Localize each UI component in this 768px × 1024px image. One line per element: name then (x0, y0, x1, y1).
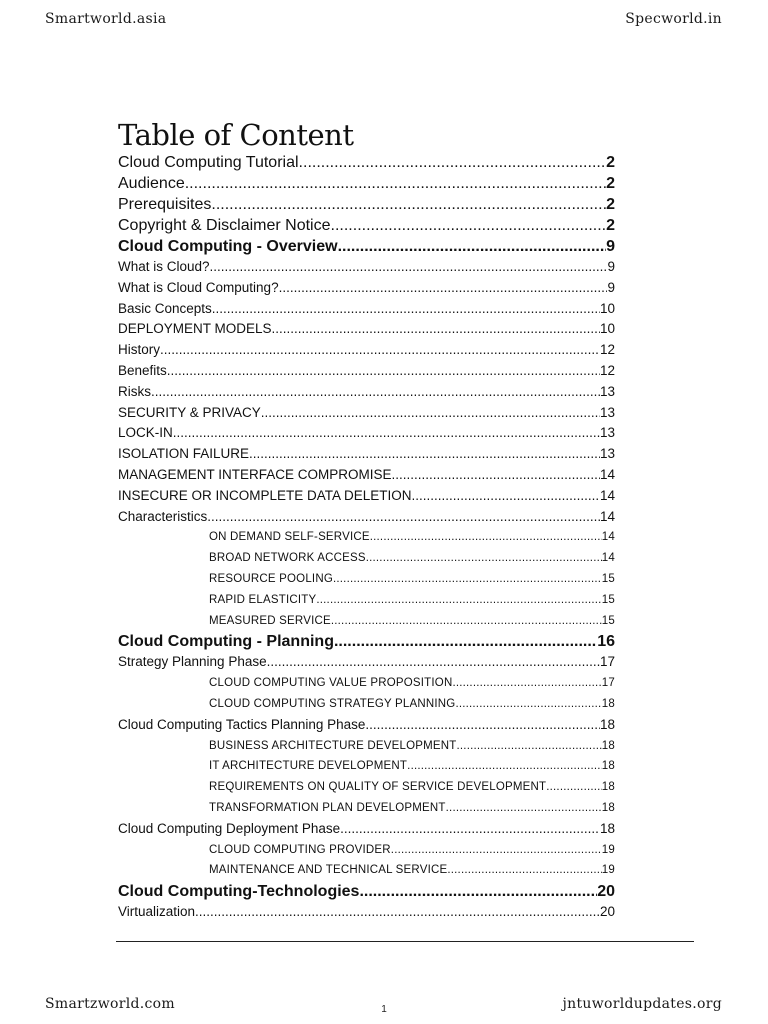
toc-entry-label: Risks (118, 383, 151, 399)
toc-entry-leader (212, 299, 600, 320)
toc-entry-label: CLOUD COMPUTING VALUE PROPOSITION (209, 677, 453, 690)
toc-entry-leader (370, 527, 602, 548)
toc-entry-label: RESOURCE POOLING (209, 572, 333, 585)
toc-list (118, 152, 615, 923)
toc-entry-page: 14 (601, 531, 615, 544)
toc-entry-page: 9 (607, 279, 615, 295)
toc-entry-leader (185, 173, 606, 194)
toc-entry-page: 15 (601, 572, 615, 585)
toc-entry[interactable] (118, 756, 615, 777)
toc-entry-page: 14 (599, 487, 615, 503)
toc-entry-label: Audience (118, 175, 185, 192)
toc-entry-page: 20 (599, 904, 615, 920)
toc-entry[interactable] (118, 860, 615, 881)
toc-entry-label: DEPLOYMENT MODELS (118, 321, 272, 337)
toc-entry-page: 9 (606, 238, 615, 255)
toc-entry-leader (160, 340, 600, 361)
toc-entry-page: 18 (601, 781, 615, 794)
toc-entry-label: Benefits (118, 362, 167, 378)
toc-entry[interactable] (118, 819, 615, 840)
toc-entry-leader (207, 507, 600, 528)
toc-entry[interactable] (118, 299, 615, 320)
toc-entry-leader (299, 152, 607, 173)
toc-entry[interactable] (118, 152, 615, 173)
toc-entry-label: MEASURED SERVICE (209, 614, 331, 627)
toc-entry-leader (279, 278, 608, 299)
toc-entry[interactable] (118, 486, 615, 507)
toc-entry-page: 18 (601, 760, 615, 773)
toc-entry-page: 18 (601, 697, 615, 710)
toc-entry-label: SECURITY & PRIVACY (118, 404, 261, 420)
toc-entry-leader (366, 548, 602, 569)
toc-entry-leader (452, 673, 601, 694)
header-right-text: Specworld.in (625, 11, 722, 27)
toc-entry-label: Cloud Computing - Planning (118, 633, 334, 651)
toc-entry-leader (392, 465, 600, 486)
toc-entry-label: Virtualization (118, 904, 196, 920)
toc-entry-label: ON DEMAND SELF-SERVICE (209, 531, 370, 544)
toc-entry[interactable] (118, 173, 615, 194)
toc-entry-leader (340, 819, 600, 840)
toc-entry-label: Cloud Computing-Technologies (118, 883, 360, 901)
toc-entry-page: 12 (599, 342, 615, 358)
toc-entry-leader (195, 902, 600, 923)
toc-entry-leader (167, 361, 600, 382)
toc-entry-page: 13 (599, 425, 615, 441)
toc-entry[interactable] (118, 361, 615, 382)
toc-entry-page: 17 (599, 654, 615, 670)
bottom-rule (116, 941, 694, 942)
toc-entry-label: What is Cloud? (118, 259, 210, 274)
toc-entry-label: Cloud Computing Tactics Planning Phase (118, 716, 366, 732)
toc-entry[interactable] (118, 444, 615, 465)
toc-entry-leader (338, 236, 607, 257)
toc-entry-label: Basic Concepts (118, 300, 212, 316)
toc-entry-page: 14 (601, 552, 615, 565)
toc-entry-leader (261, 403, 600, 424)
toc-entry-page: 14 (599, 466, 615, 482)
toc-entry[interactable] (118, 340, 615, 361)
toc-entry-label: BUSINESS ARCHITECTURE DEVELOPMENT (209, 739, 457, 752)
toc-entry-label: ISOLATION FAILURE (118, 446, 250, 462)
toc-entry-page: 2 (606, 154, 615, 171)
toc-entry-page: 13 (599, 383, 615, 399)
toc-entry-label: Prerequisites (118, 196, 212, 213)
toc-entry-page: 2 (606, 217, 615, 234)
toc-entry-leader (249, 444, 600, 465)
toc-entry[interactable] (118, 694, 615, 715)
toc-entry-label: What is Cloud Computing? (118, 279, 279, 295)
toc-entry-label: BROAD NETWORK ACCESS (209, 552, 366, 565)
toc-entry-page: 2 (606, 196, 615, 213)
toc-entry-page: 18 (599, 820, 615, 836)
toc-entry-page: 10 (599, 321, 615, 337)
toc-entry-label: Characteristics (118, 508, 208, 524)
toc-entry-leader (359, 881, 597, 902)
toc-entry[interactable] (118, 236, 615, 257)
toc-entry-page: 19 (601, 864, 615, 877)
toc-entry-leader (457, 736, 602, 757)
toc-entry-page: 17 (601, 677, 615, 690)
toc-entry[interactable] (118, 631, 615, 652)
toc-entry-page: 15 (601, 593, 615, 606)
toc-entry-leader (407, 756, 602, 777)
toc-entry-page: 12 (599, 362, 615, 378)
page-number: 1 (381, 1004, 387, 1015)
toc-entry-leader (546, 777, 602, 798)
toc-entry[interactable] (118, 278, 615, 299)
toc-entry-page: 19 (601, 843, 615, 856)
toc-entry-page: 18 (599, 716, 615, 732)
toc-entry-page: 2 (606, 175, 615, 192)
toc-entry-page: 18 (601, 801, 615, 814)
toc-entry-page: 15 (601, 614, 615, 627)
toc-entry-label: REQUIREMENTS ON QUALITY OF SERVICE DEVELOPMENT (209, 781, 547, 794)
toc-entry-page: 10 (599, 300, 615, 316)
toc-entry-leader (331, 215, 607, 236)
toc-entry-label: IT ARCHITECTURE DEVELOPMENT (209, 760, 408, 773)
toc-entry-leader (455, 694, 601, 715)
toc-entry[interactable] (118, 840, 615, 861)
toc-entry-leader (334, 631, 597, 652)
toc-entry[interactable] (118, 902, 615, 923)
toc-entry[interactable] (118, 423, 615, 444)
toc-entry-leader (210, 257, 608, 278)
toc-entry[interactable] (118, 590, 615, 611)
toc-entry-leader (267, 652, 600, 673)
toc-entry-label: RAPID ELASTICITY (209, 593, 317, 606)
toc-entry-leader (331, 611, 602, 632)
toc-entry-label: TRANSFORMATION PLAN DEVELOPMENT (209, 801, 446, 814)
toc-entry[interactable] (118, 403, 615, 424)
toc-entry-leader (316, 590, 601, 611)
header-left-text: Smartworld.asia (45, 11, 167, 27)
toc-entry-leader (412, 486, 600, 507)
toc-entry-page: 18 (601, 739, 615, 752)
toc-entry-label: INSECURE OR INCOMPLETE DATA DELETION (118, 487, 412, 503)
toc-entry-label: Cloud Computing Tutorial (118, 154, 299, 171)
toc-entry[interactable] (118, 319, 615, 340)
toc-entry[interactable] (118, 257, 615, 278)
toc-entry-page: 14 (599, 508, 615, 524)
toc-entry[interactable] (118, 611, 615, 632)
toc-entry-page: 16 (597, 633, 615, 651)
toc-entry-label: MAINTENANCE AND TECHNICAL SERVICE (209, 864, 448, 877)
toc-entry-label: Copyright & Disclaimer Notice (118, 217, 331, 234)
toc-entry[interactable] (118, 527, 615, 548)
toc-entry-leader (447, 860, 601, 881)
toc-entry-page: 13 (599, 446, 615, 462)
toc-entry[interactable] (118, 715, 615, 736)
toc-entry[interactable] (118, 215, 615, 236)
toc-title: Table of Content (118, 118, 354, 152)
toc-entry[interactable] (118, 673, 615, 694)
toc-entry-leader (365, 715, 600, 736)
toc-entry[interactable] (118, 736, 615, 757)
toc-entry[interactable] (118, 194, 615, 215)
footer-right-text: jntuworldupdates.org (562, 996, 722, 1012)
toc-entry-label: Cloud Computing Deployment Phase (118, 820, 341, 836)
toc-entry-label: History (118, 342, 161, 358)
toc-entry-label: LOCK-IN (118, 425, 173, 441)
toc-entry-leader (173, 423, 600, 444)
toc-entry[interactable] (118, 548, 615, 569)
toc-entry-leader (151, 382, 600, 403)
toc-entry-page: 9 (607, 259, 615, 274)
footer-left-text: Smartzworld.com (45, 996, 175, 1012)
toc-entry-label: Cloud Computing - Overview (118, 238, 338, 255)
toc-entry[interactable] (118, 777, 615, 798)
toc-entry[interactable] (118, 798, 615, 819)
toc-entry-label: MANAGEMENT INTERFACE COMPROMISE (118, 466, 392, 482)
toc-entry-label: CLOUD COMPUTING STRATEGY PLANNING (209, 697, 456, 710)
toc-entry[interactable] (118, 652, 615, 673)
toc-entry-leader (333, 569, 602, 590)
toc-entry-label: CLOUD COMPUTING PROVIDER (209, 843, 391, 856)
toc-entry-label: Strategy Planning Phase (118, 654, 267, 670)
toc-entry-leader (272, 319, 600, 340)
toc-entry-leader (211, 194, 606, 215)
toc-entry[interactable] (118, 382, 615, 403)
toc-entry-leader (391, 840, 602, 861)
toc-entry-page: 20 (597, 883, 615, 901)
toc-entry[interactable] (118, 881, 615, 902)
toc-entry[interactable] (118, 569, 615, 590)
toc-entry[interactable] (118, 507, 615, 528)
toc-entry-page: 13 (599, 404, 615, 420)
toc-entry-leader (446, 798, 602, 819)
toc-entry[interactable] (118, 465, 615, 486)
